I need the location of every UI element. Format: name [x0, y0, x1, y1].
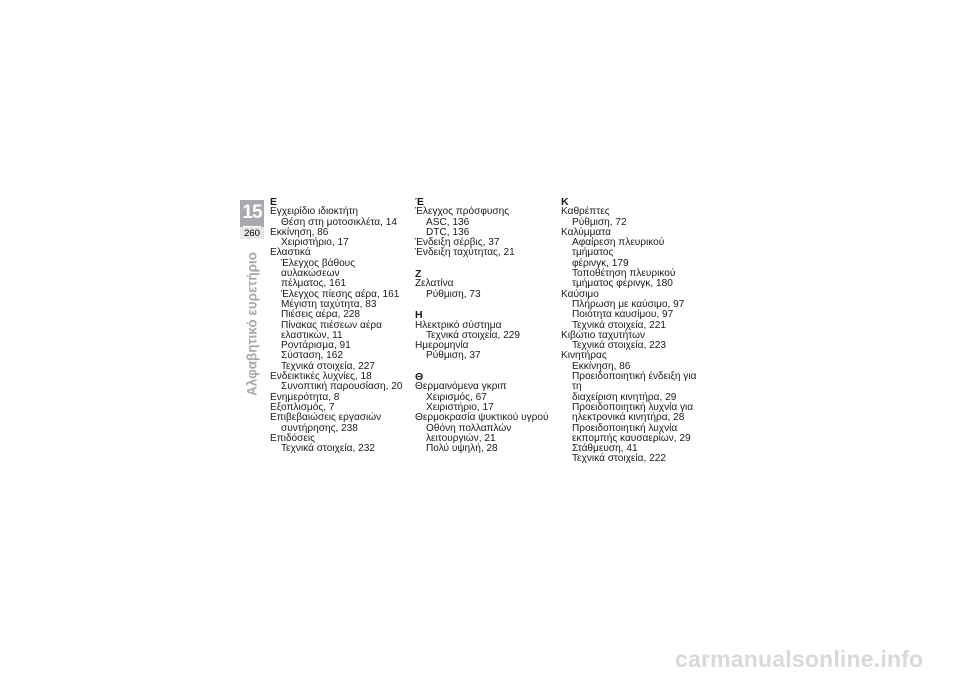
- index-subentry: συντήρησης, 238: [281, 422, 358, 434]
- index-subentry: Ρύθμιση, 37: [426, 350, 481, 362]
- chapter-tab: [240, 200, 264, 239]
- index-subentry: διαχείριση κινητήρα, 29: [572, 391, 677, 403]
- index-subentry: Τεχνικά στοιχεία, 221: [572, 319, 666, 331]
- index-entry: Ζελατίνα: [415, 278, 454, 290]
- chapter-number: 15: [242, 202, 262, 223]
- index-subentry: Πιέσεις αέρα, 228: [281, 309, 361, 321]
- index-subentry: Αφαίρεση πλευρικού τμήματος: [572, 237, 665, 259]
- index-subentry: Έλεγχος βάθους αυλακώσεων: [281, 257, 356, 280]
- index-subentry: ελαστικών, 11: [281, 329, 343, 341]
- index-subentry: Τεχνικά στοιχεία, 229: [426, 329, 520, 341]
- index-subentry: Τοποθέτηση πλευρικού: [572, 268, 676, 280]
- index-subentry: Οθόνη πολλαπλών: [426, 422, 512, 434]
- index-subentry: Εκκίνηση, 86: [572, 360, 631, 372]
- index-entry: Θερμοκρασία ψυκτικού υγρού: [415, 412, 549, 424]
- side-title-container: [240, 244, 264, 404]
- index-subentry: Στάθμευση, 41: [572, 443, 638, 455]
- index-entry: Ημερομηνία: [415, 340, 469, 352]
- index-entry: Θερμαινόμενα γκριπ: [415, 381, 507, 393]
- index-subentry: ASC, 136: [426, 216, 470, 228]
- index-entry: Ένδειξη σέρβις, 37: [415, 237, 500, 249]
- index-entry: Εξοπλισμός, 7: [270, 401, 335, 413]
- index-entry: Καθρέπτες: [561, 206, 610, 218]
- index-entry: Ηλεκτρικό σύστημα: [415, 319, 502, 331]
- index-subentry: Έλεγχος πίεσης αέρα, 161: [281, 288, 400, 300]
- index-entry: Εκκίνηση, 86: [270, 226, 329, 238]
- index-subentry: Προειδοποιητική ένδειξη για τη: [572, 371, 697, 393]
- index-entry: Έλεγχος πρόσφυσης: [415, 206, 510, 218]
- index-subentry: Τεχνικά στοιχεία, 223: [572, 340, 666, 352]
- index-column-3: [561, 197, 706, 465]
- index-subentry: πέλματος, 161: [281, 278, 346, 290]
- index-letter-heading: Έ: [415, 196, 424, 208]
- index-subentry: Προειδοποιητική λυχνία: [572, 422, 678, 434]
- index-subentry: Σύσταση, 162: [281, 350, 343, 362]
- index-entry: Κιβώτιο ταχυτήτων: [561, 329, 646, 341]
- index-subentry: Χειρισμός, 67: [426, 391, 487, 403]
- index-subentry: Τεχνικά στοιχεία, 227: [281, 360, 375, 372]
- index-column-2: [415, 197, 555, 454]
- page-number: 260: [240, 227, 264, 239]
- side-title: Αλφαβητικό ευρετήριο: [244, 251, 260, 397]
- index-letter-heading: Θ: [415, 371, 424, 384]
- index-entry: Καλύμματα: [561, 226, 611, 238]
- index-subentry: φέρινγκ, 179: [572, 257, 629, 269]
- index-spacer: [415, 300, 555, 310]
- index-subentry: Τεχνικά στοιχεία, 222: [572, 453, 666, 465]
- index-subentry: λειτουργιών, 21: [426, 432, 496, 444]
- index-subentry: εκπομπής καυσαερίων, 29: [572, 432, 691, 444]
- index-entry: Ενδεικτικές λυχνίες, 18: [270, 371, 372, 383]
- index-subentry: Πίνακας πιέσεων αέρα: [281, 319, 382, 331]
- index-entry: Επιβεβαιώσεις εργασιών: [270, 412, 382, 424]
- index-subentry: Ρύθμιση, 72: [572, 216, 627, 228]
- watermark: carmanualsonline.info: [675, 646, 924, 672]
- index-subentry: Ροντάρισμα, 91: [281, 340, 351, 352]
- index-entry: Επιδόσεις: [270, 432, 316, 444]
- index-spacer: [415, 259, 555, 269]
- index-subentry: τμήματος φέρινγκ, 180: [572, 278, 673, 290]
- index-entry: Εγχειρίδιο ιδιοκτήτη: [270, 206, 359, 218]
- index-subentry: DTC, 136: [426, 226, 470, 238]
- index-letter-heading: Ζ: [415, 268, 422, 281]
- index-subentry: Συνοπτική παρουσίαση, 20: [281, 381, 403, 393]
- index-letter-heading: Η: [415, 309, 423, 322]
- index-subentry: Χειριστήριο, 17: [281, 237, 349, 249]
- index-spacer: [415, 362, 555, 372]
- index-entry: Καύσιμο: [561, 288, 599, 300]
- index-subentry: Πλήρωση με καύσιμο, 97: [572, 298, 685, 310]
- index-subentry: Προειδοποιητική λυχνία για: [572, 401, 694, 413]
- index-subentry: Ποιότητα καυσίμου, 97: [572, 309, 674, 321]
- index-subentry: Μέγιστη ταχύτητα, 83: [281, 298, 377, 310]
- index-subentry: Τεχνικά στοιχεία, 232: [281, 443, 375, 455]
- index-subentry: Πολύ υψηλή, 28: [426, 443, 498, 455]
- index-column-1: [270, 197, 410, 454]
- index-letter-heading: Κ: [561, 196, 569, 208]
- index-subentry: Χειριστήριο, 17: [426, 401, 494, 413]
- index-letter-heading: Ε: [270, 196, 278, 208]
- index-entry: Κινητήρας: [561, 350, 607, 362]
- index-entry: Ενημερότητα, 8: [270, 391, 340, 403]
- index-entry: Ένδειξη ταχύτητας, 21: [415, 247, 515, 259]
- index-subentry: Θέση στη μοτοσικλέτα, 14: [281, 216, 397, 228]
- index-entry: Ελαστικά: [270, 247, 311, 259]
- index-subentry: ηλεκτρονικά κινητήρα, 28: [572, 412, 685, 424]
- index-subentry: Ρύθμιση, 73: [426, 288, 481, 300]
